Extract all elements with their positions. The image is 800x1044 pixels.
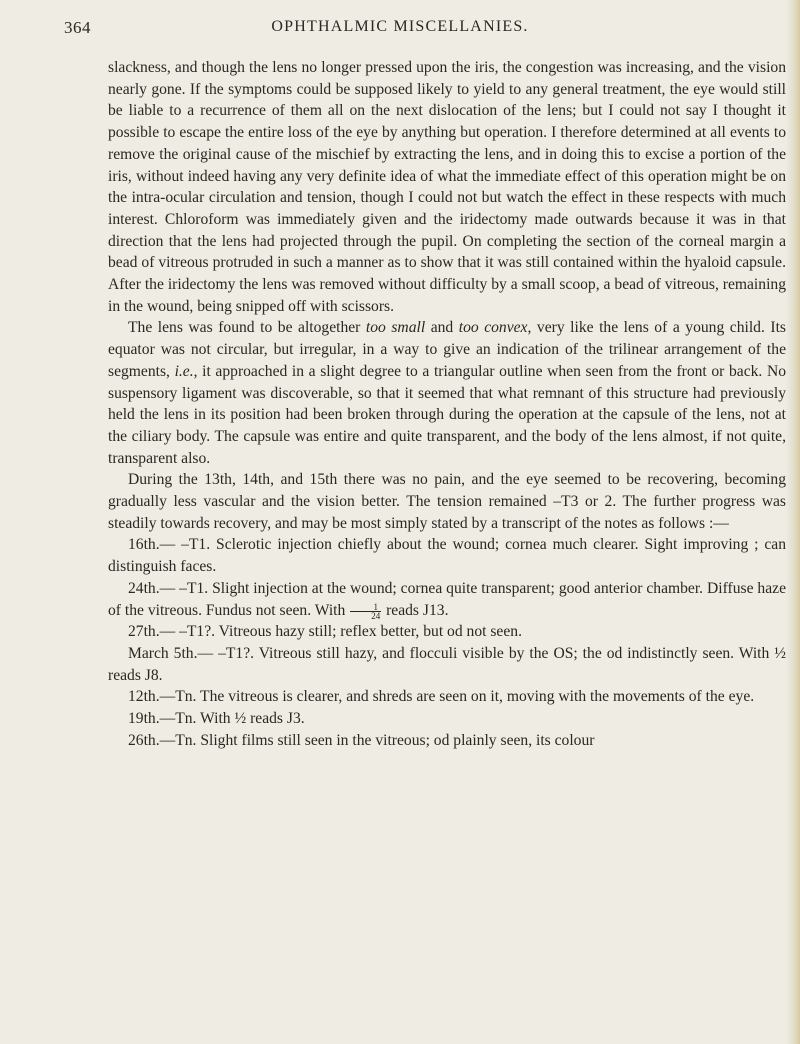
paragraph-3: During the 13th, 14th, and 15th there was no pain, and the eye seemed to be recovering, becoming gradually less vascular and the vision better. The tension remained –T3 or 2. The further progress was steadily towards recovery, and may be most simply stated by a transcript of the notes as follows :— <box>108 471 786 532</box>
emphasis-ie: i.e. <box>174 362 194 380</box>
body-text <box>108 57 786 752</box>
fraction-lens-power <box>350 603 381 620</box>
note-27th: 27th.— –T1?. Vitreous hazy still; reflex better, but od not seen. <box>128 623 522 641</box>
emphasis-too-convex: too convex <box>458 319 528 337</box>
note-16th: 16th.— –T1. Sclerotic injection chiefly about the wound; cornea much clearer. Sight improving ; can distinguish faces. <box>108 536 786 576</box>
note-24th-part-2: reads J13. <box>382 601 449 619</box>
page-number: 364 <box>64 18 91 37</box>
fraction-denominator: 24 <box>371 610 381 621</box>
note-march-5th: March 5th.— –T1?. Vitreous still hazy, and flocculi visible by the OS; the od indistinctly seen. With ½ reads J8. <box>108 644 786 684</box>
paragraph-1: slackness, and though the lens no longer pressed upon the iris, the congestion was increasing, and the vision nearly gone. If the symptoms could be supposed likely to yield to any general treatment, the eye would still be liable to a recurrence of them all on the next dislocation of the lens; but I could not say I thought it possible to escape the entire loss of the eye by anything but operation. I therefore determined at all events to remove the original cause of the mischief by extracting the lens, and in doing this to excise a portion of the iris, without indeed having any very definite idea of what the immediate effect of this operation might be on the intra-ocular circulation and tension, though I could not but watch the effect in these respects with much interest. Chloroform was immediately given and the iridectomy made outwards because it was in that direction that the lens had projected through the pupil. On completing the section of the corneal margin a bead of vitreous protruded in such a manner as to show that it was still contained within the hyaloid capsule. After the iridectomy the lens was removed without difficulty by a small scoop, a bead of vitreous, remaining in the wound, being snipped off with scissors. <box>108 59 786 315</box>
paragraph-2-part-3: , very like the lens of a young child. Its equator was not circular, but irregular, in a way to give an indication of the trilinear arrangement of the segments, <box>108 319 786 380</box>
paragraph-2 <box>108 317 786 469</box>
note-12th: 12th.—Tn. The vitreous is clearer, and shreds are seen on it, moving with the movements of the eye. <box>128 688 755 706</box>
page-edge-shadow <box>786 0 800 1044</box>
emphasis-too-small: too small <box>365 319 426 337</box>
running-head: OPHTHALMIC MISCELLANIES. <box>271 18 529 35</box>
page-header <box>0 18 800 44</box>
note-24th <box>108 578 786 621</box>
note-19th: 19th.—Tn. With ½ reads J3. <box>128 710 305 728</box>
note-26th: 26th.—Tn. Slight films still seen in the vitreous; od plainly seen, its colour <box>128 731 595 749</box>
fraction-numerator: 1 <box>350 603 381 612</box>
paragraph-2-part-1: The lens was found to be altogether <box>128 319 366 337</box>
paragraph-2-part-2: and <box>425 319 459 337</box>
paragraph-2-part-4: , it approached in a slight degree to a triangular outline when seen from the front or back. No suspensory ligament was discoverable, so that it seemed that what remnant of this structure had previously held the lens in its position had been broken through during the operation at the capsule of the lens, not at the ciliary body. The capsule was entire and quite transparent, and the body of the lens almost, if not quite, transparent also. <box>108 362 786 467</box>
note-24th-part-1: 24th.— –T1. Slight injection at the wound; cornea quite transparent; good anterior chamber. Diffuse haze of the vitreous. Fundus not seen. With <box>108 579 786 619</box>
